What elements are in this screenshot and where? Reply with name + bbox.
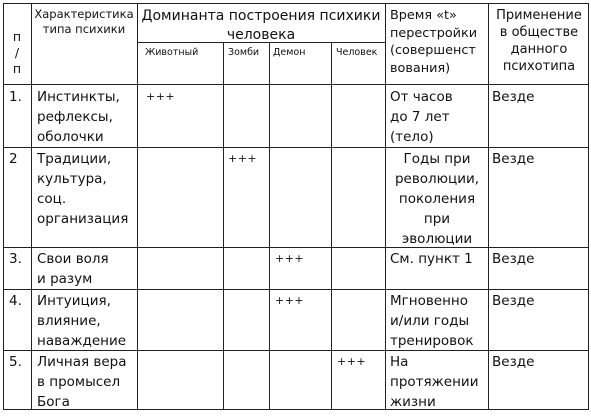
row-2-mark-zombie: +++ [228,152,258,165]
row-3-characteristic: Свои воля и разум [37,251,109,287]
row-5-number: 5. [9,354,22,370]
psyche-table [3,3,589,410]
row-divider [3,84,589,85]
header-sub-demon: Демон [273,47,306,58]
column-divider [31,3,32,410]
row-4-characteristic: Интуиция, влияние, наваждение [37,293,127,349]
row-divider [3,247,589,248]
row-5-mark-human: +++ [337,355,367,368]
row-1-number: 1. [9,89,22,105]
column-divider [269,42,270,410]
row-5-application: Везде [492,354,535,370]
header-time: Время «t» перестройки (совершенст вования) [390,8,478,76]
row-3-time: См. пункт 1 [390,251,473,267]
row-1-mark-animal: +++ [146,90,176,103]
row-divider [3,289,589,290]
row-1-time: От часов до 7 лет (тело) [390,89,453,145]
table-border-top [3,3,589,4]
row-3-mark-demon: +++ [275,252,305,265]
row-divider [3,147,589,148]
column-divider [385,3,386,410]
row-5-time: На протяжении жизни [390,354,479,410]
header-sub-zombie: Зомби [228,47,260,58]
header-sub-human: Человек [336,47,378,58]
row-4-application: Везде [492,293,535,309]
row-3-application: Везде [492,251,535,267]
row-4-mark-demon: +++ [275,294,305,307]
column-divider [223,42,224,410]
row-2-characteristic: Традиции, культура, соц. организация [37,151,129,227]
header-characteristic: Характеристика типа психики [34,7,134,36]
column-divider [331,42,332,410]
column-divider [488,3,489,410]
header-sub-animal: Животный [145,47,199,58]
table-border-right [588,3,589,410]
row-4-time: Мгновенно и/или годы тренировок [390,293,474,349]
row-4-number: 4. [9,293,22,309]
row-2-application: Везде [492,151,535,167]
row-2-number: 2 [9,151,18,167]
table-border-left [3,3,4,410]
header-number: п / п [12,29,22,76]
row-3-number: 3. [9,251,22,267]
header-application: Применение в обществе данного психотипа [496,8,582,74]
row-1-application: Везде [492,89,535,105]
column-divider [137,3,138,410]
row-1-characteristic: Инстинкты, рефлексы, оболочки [37,89,120,145]
row-2-time: Годы при революции, поколения при эволюции [394,151,480,247]
row-5-characteristic: Личная вера в промысел Бога [37,354,127,410]
header-dominant: Доминанта построения психики человека [141,8,381,43]
